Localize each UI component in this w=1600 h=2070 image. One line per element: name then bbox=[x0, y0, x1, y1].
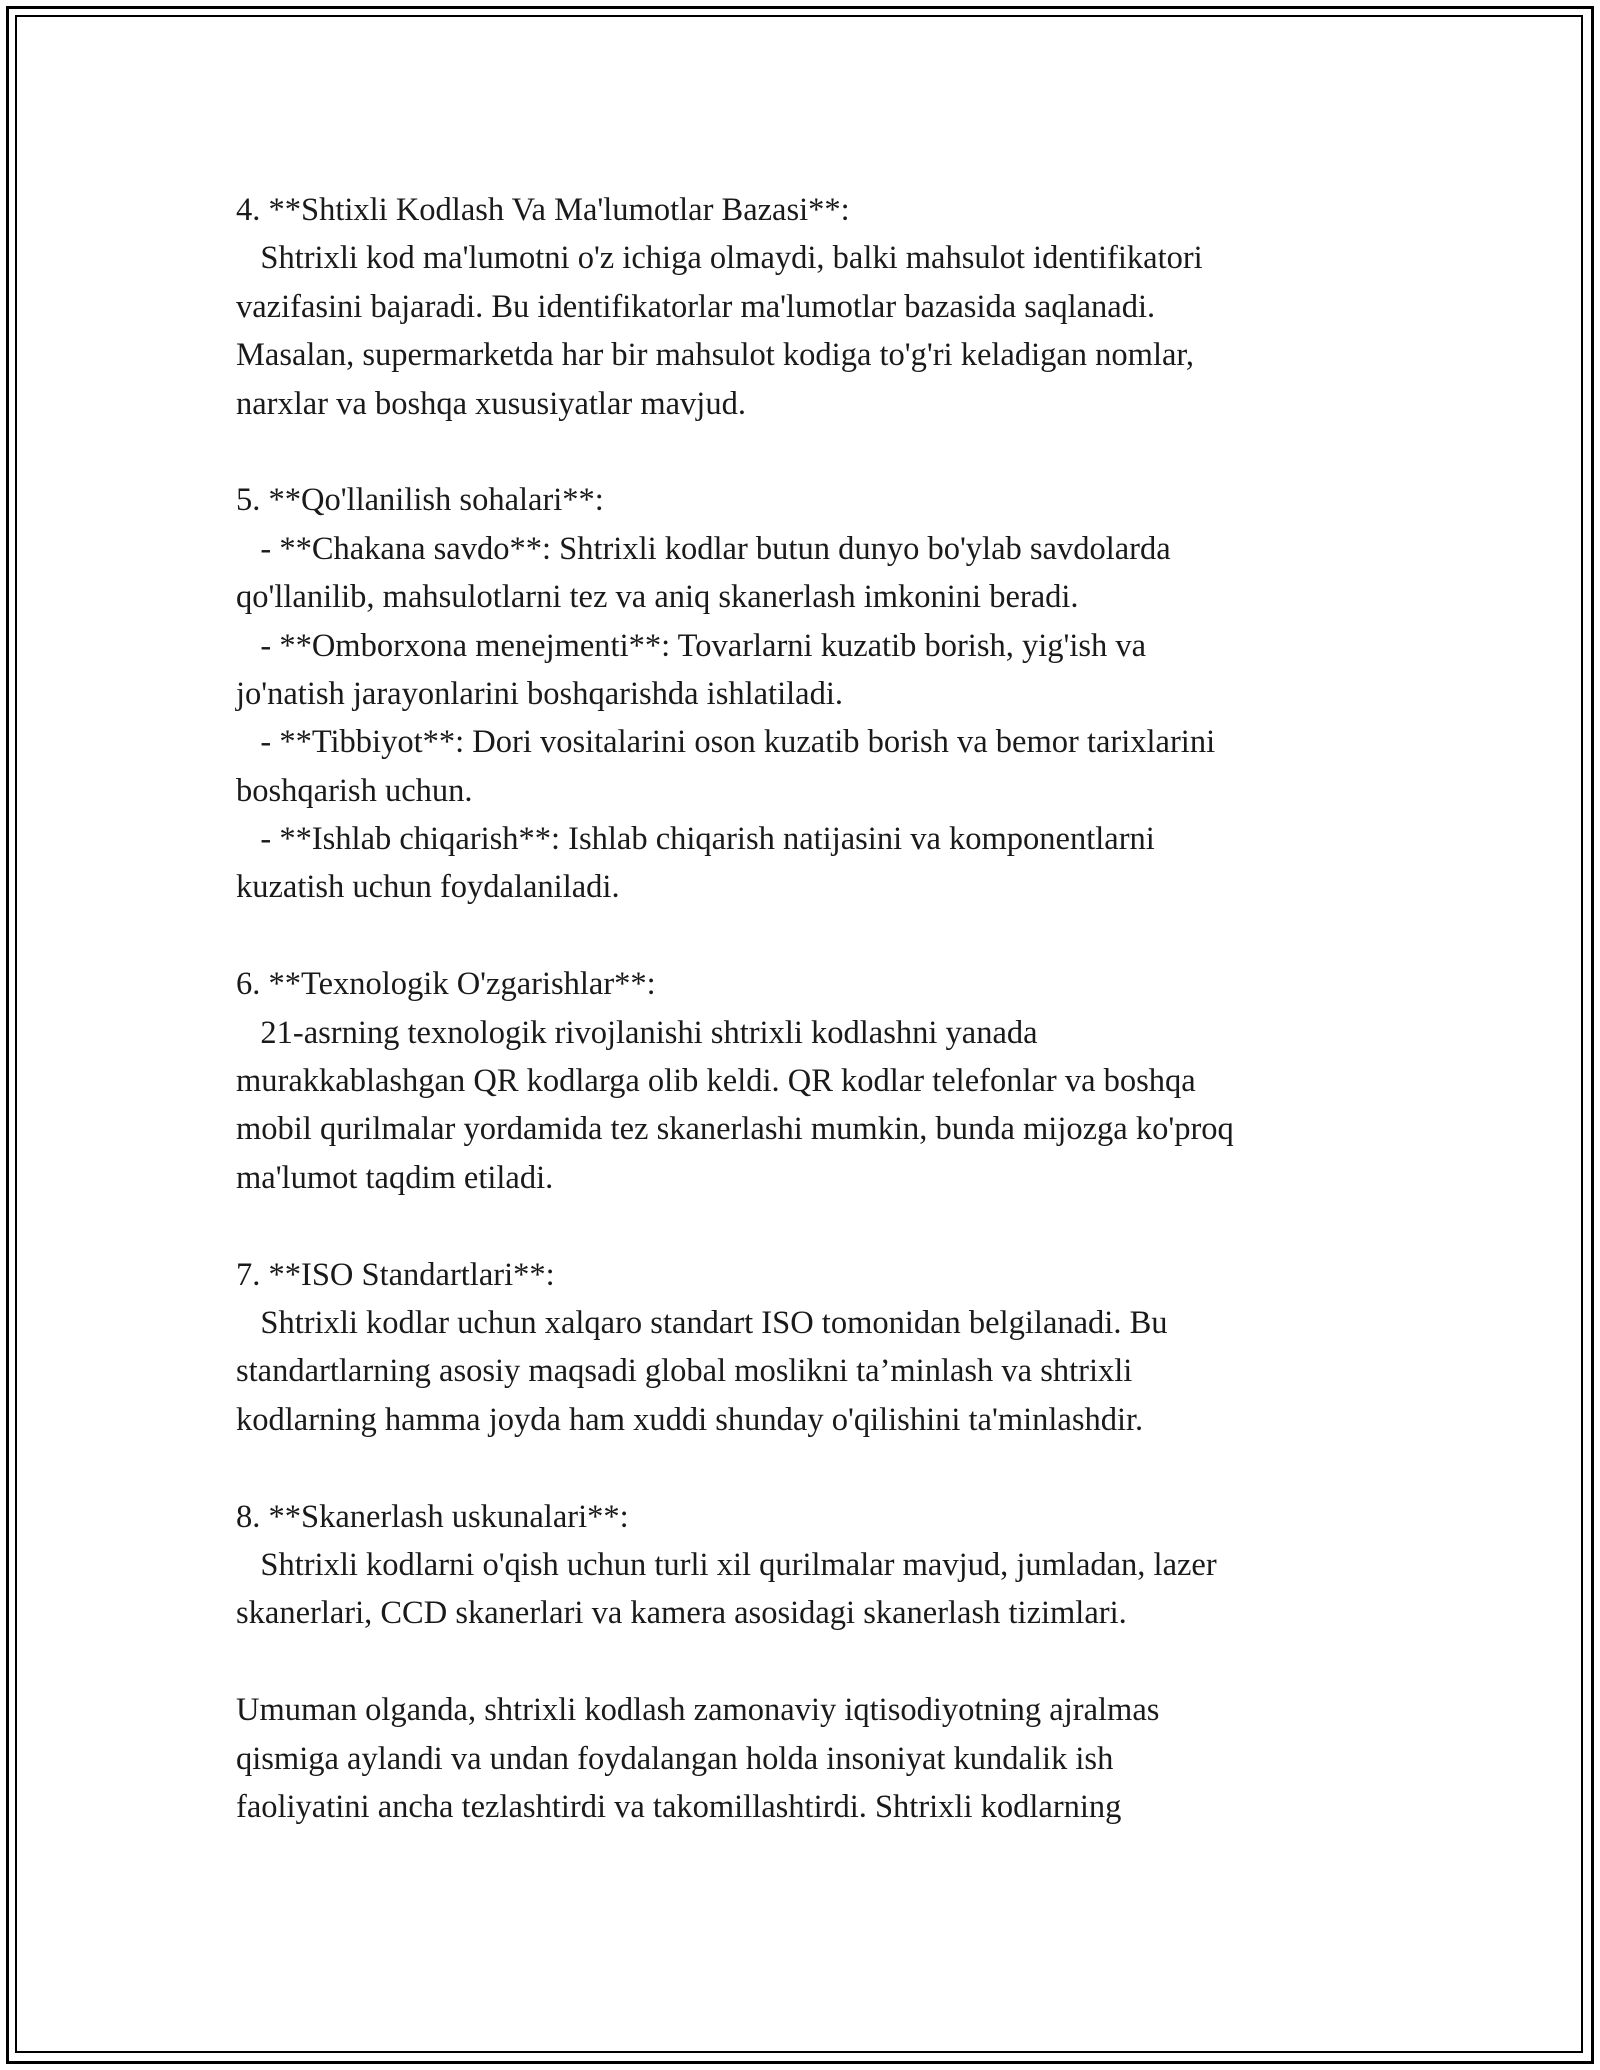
document-body bbox=[236, 186, 1436, 1831]
list-item-line: qo'llanilib, mahsulotlarni tez va aniq skanerlash imkonini beradi. bbox=[236, 579, 1079, 616]
list-item-line: - **Omborxona menejmenti**: Tovarlarni kuzatib borish, yig'ish va bbox=[236, 627, 1147, 664]
paragraph-line: faoliyatini ancha tezlashtirdi va takomillashtirdi. Shtrixli kodlarning bbox=[236, 1788, 1122, 1825]
paragraph-spacer bbox=[236, 1638, 1436, 1686]
paragraph-line: narxlar va boshqa xususiyatlar mavjud. bbox=[236, 385, 746, 422]
paragraph-line: Masalan, supermarketda har bir mahsulot kodiga to'g'ri keladigan nomlar, bbox=[236, 337, 1195, 374]
paragraph-line: skanerlari, CCD skanerlari va kamera asosidagi skanerlash tizimlari. bbox=[236, 1595, 1127, 1632]
paragraph-line: kodlarning hamma joyda ham xuddi shunday o'qilishini ta'minlashdir. bbox=[236, 1401, 1144, 1438]
paragraph-line: murakkablashgan QR kodlarga olib keldi. QR kodlar telefonlar va boshqa bbox=[236, 1063, 1196, 1100]
paragraph-line: Umuman olganda, shtrixli kodlash zamonaviy iqtisodiyotning ajralmas bbox=[236, 1692, 1160, 1729]
paragraph-line: Shtrixli kod ma'lumotni o'z ichiga olmaydi, balki mahsulot identifikatori bbox=[236, 240, 1203, 277]
list-item-line: - **Tibbiyot**: Dori vositalarini oson kuzatib borish va bemor tarixlarini bbox=[236, 724, 1216, 761]
list-item-line: - **Ishlab chiqarish**: Ishlab chiqarish natijasini va komponentlarni bbox=[236, 821, 1155, 858]
section-heading: 8. **Skanerlash uskunalari**: bbox=[236, 1498, 629, 1535]
paragraph-spacer bbox=[236, 428, 1436, 476]
paragraph-line: Shtrixli kodlar uchun xalqaro standart ISO tomonidan belgilanadi. Bu bbox=[236, 1304, 1168, 1341]
paragraph-spacer bbox=[236, 912, 1436, 960]
paragraph-spacer bbox=[236, 1444, 1436, 1492]
list-item-line: kuzatish uchun foydalaniladi. bbox=[236, 869, 620, 906]
paragraph-line: standartlarning asosiy maqsadi global moslikni ta’minlash va shtrixli bbox=[236, 1353, 1133, 1390]
section-heading: 7. **ISO Standartlari**: bbox=[236, 1256, 555, 1293]
section-technological-changes bbox=[236, 960, 1436, 1202]
section-iso-standards bbox=[236, 1251, 1436, 1445]
section-conclusion bbox=[236, 1686, 1436, 1831]
paragraph-line: qismiga aylandi va undan foydalangan holda insoniyat kundalik ish bbox=[236, 1740, 1114, 1777]
paragraph-line: ma'lumot taqdim etiladi. bbox=[236, 1159, 554, 1196]
section-heading: 6. **Texnologik O'zgarishlar**: bbox=[236, 966, 656, 1003]
paragraph-line: mobil qurilmalar yordamida tez skanerlashi mumkin, bunda mijozga ko'proq bbox=[236, 1111, 1234, 1148]
section-heading: 4. **Shtixli Kodlash Va Ma'lumotlar Bazasi**: bbox=[236, 192, 850, 228]
paragraph-line: vazifasini bajaradi. Bu identifikatorlar ma'lumotlar bazasida saqlanadi. bbox=[236, 288, 1156, 325]
section-heading: 5. **Qo'llanilish sohalari**: bbox=[236, 482, 604, 519]
list-item-line: jo'natish jarayonlarini boshqarishda ishlatiladi. bbox=[236, 675, 843, 712]
list-item-line: - **Chakana savdo**: Shtrixli kodlar butun dunyo bo'ylab savdolarda bbox=[236, 530, 1171, 567]
paragraph-spacer bbox=[236, 1202, 1436, 1250]
section-barcode-database bbox=[236, 186, 1436, 428]
list-item-line: boshqarish uchun. bbox=[236, 772, 473, 809]
section-application-areas bbox=[236, 476, 1436, 912]
paragraph-line: 21-asrning texnologik rivojlanishi shtrixli kodlashni yanada bbox=[236, 1014, 1038, 1051]
paragraph-line: Shtrixli kodlarni o'qish uchun turli xil qurilmalar mavjud, jumladan, lazer bbox=[236, 1546, 1217, 1583]
section-scanning-equipment bbox=[236, 1493, 1436, 1638]
